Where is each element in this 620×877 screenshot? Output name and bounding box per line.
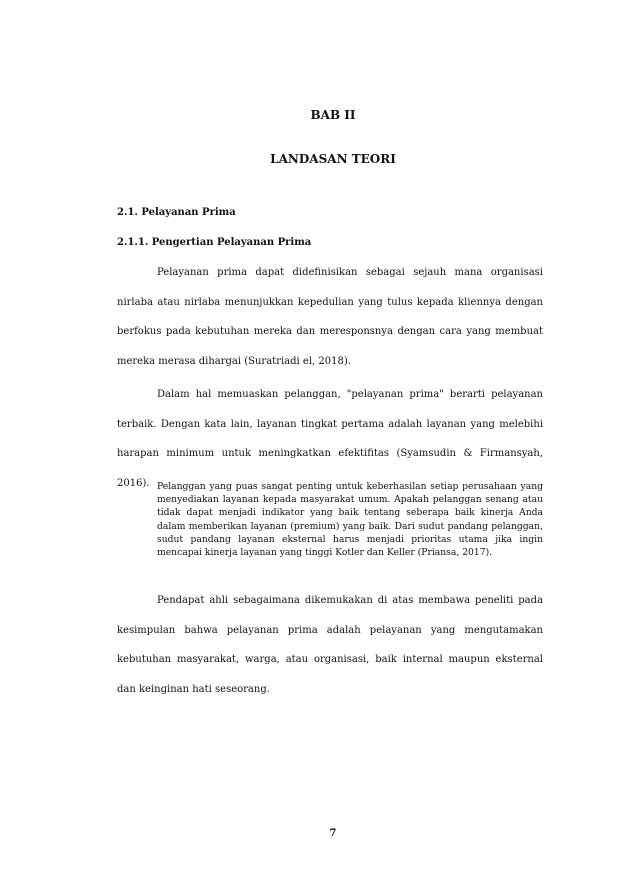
- body-paragraph-1: Pelayanan prima dapat didefinisikan sebagai sejauh mana organisasi nirlaba atau nirlaba menunjukkan kepedulian yang tulus kepada kliennya dengan berfokus pada kebutuhan mereka dan meresponsnya dengan cara yang membuat mereka merasa dihargai (Suratriadi el, 2018).: [117, 267, 543, 367]
- chapter-label: BAB II: [310, 108, 356, 122]
- chapter-title: LANDASAN TEORI: [270, 152, 396, 166]
- page-number: 7: [329, 828, 337, 839]
- section-heading: 2.1. Pelayanan Prima: [117, 207, 236, 218]
- body-paragraph-2: Dalam hal memuaskan pelanggan, "pelayanan prima" berarti pelayanan terbaik. Dengan kata lain, layanan tingkat pertama adalah layanan yang melebihi harapan minimum untuk meningkatkan efektifitas (Syamsudin & Firmansyah, 2016).: [117, 389, 543, 489]
- subsection-heading: 2.1.1. Pengertian Pelayanan Prima: [117, 237, 312, 248]
- body-paragraph-3: Pendapat ahli sebagaimana dikemukakan di atas membawa peneliti pada kesimpulan bahwa pelayanan prima adalah pelayanan yang mengutamakan kebutuhan masyarakat, warga, atau organisasi, baik internal maupun eksternal dan keinginan hati seseorang.: [117, 595, 543, 695]
- block-quote: Pelanggan yang puas sangat penting untuk keberhasilan setiap perusahaan yang menyediakan layanan kepada masyarakat umum. Apakah pelanggan senang atau tidak dapat menjadi indikator yang baik tentang seberapa baik kinerja Anda dalam memberikan layanan (premium) yang baik. Dari sudut pandang pelanggan, sudut pandang layanan eksternal harus menjadi prioritas utama jika ingin mencapai kinerja layanan yang tinggi Kotler dan Keller (Priansa, 2017).: [157, 481, 543, 559]
